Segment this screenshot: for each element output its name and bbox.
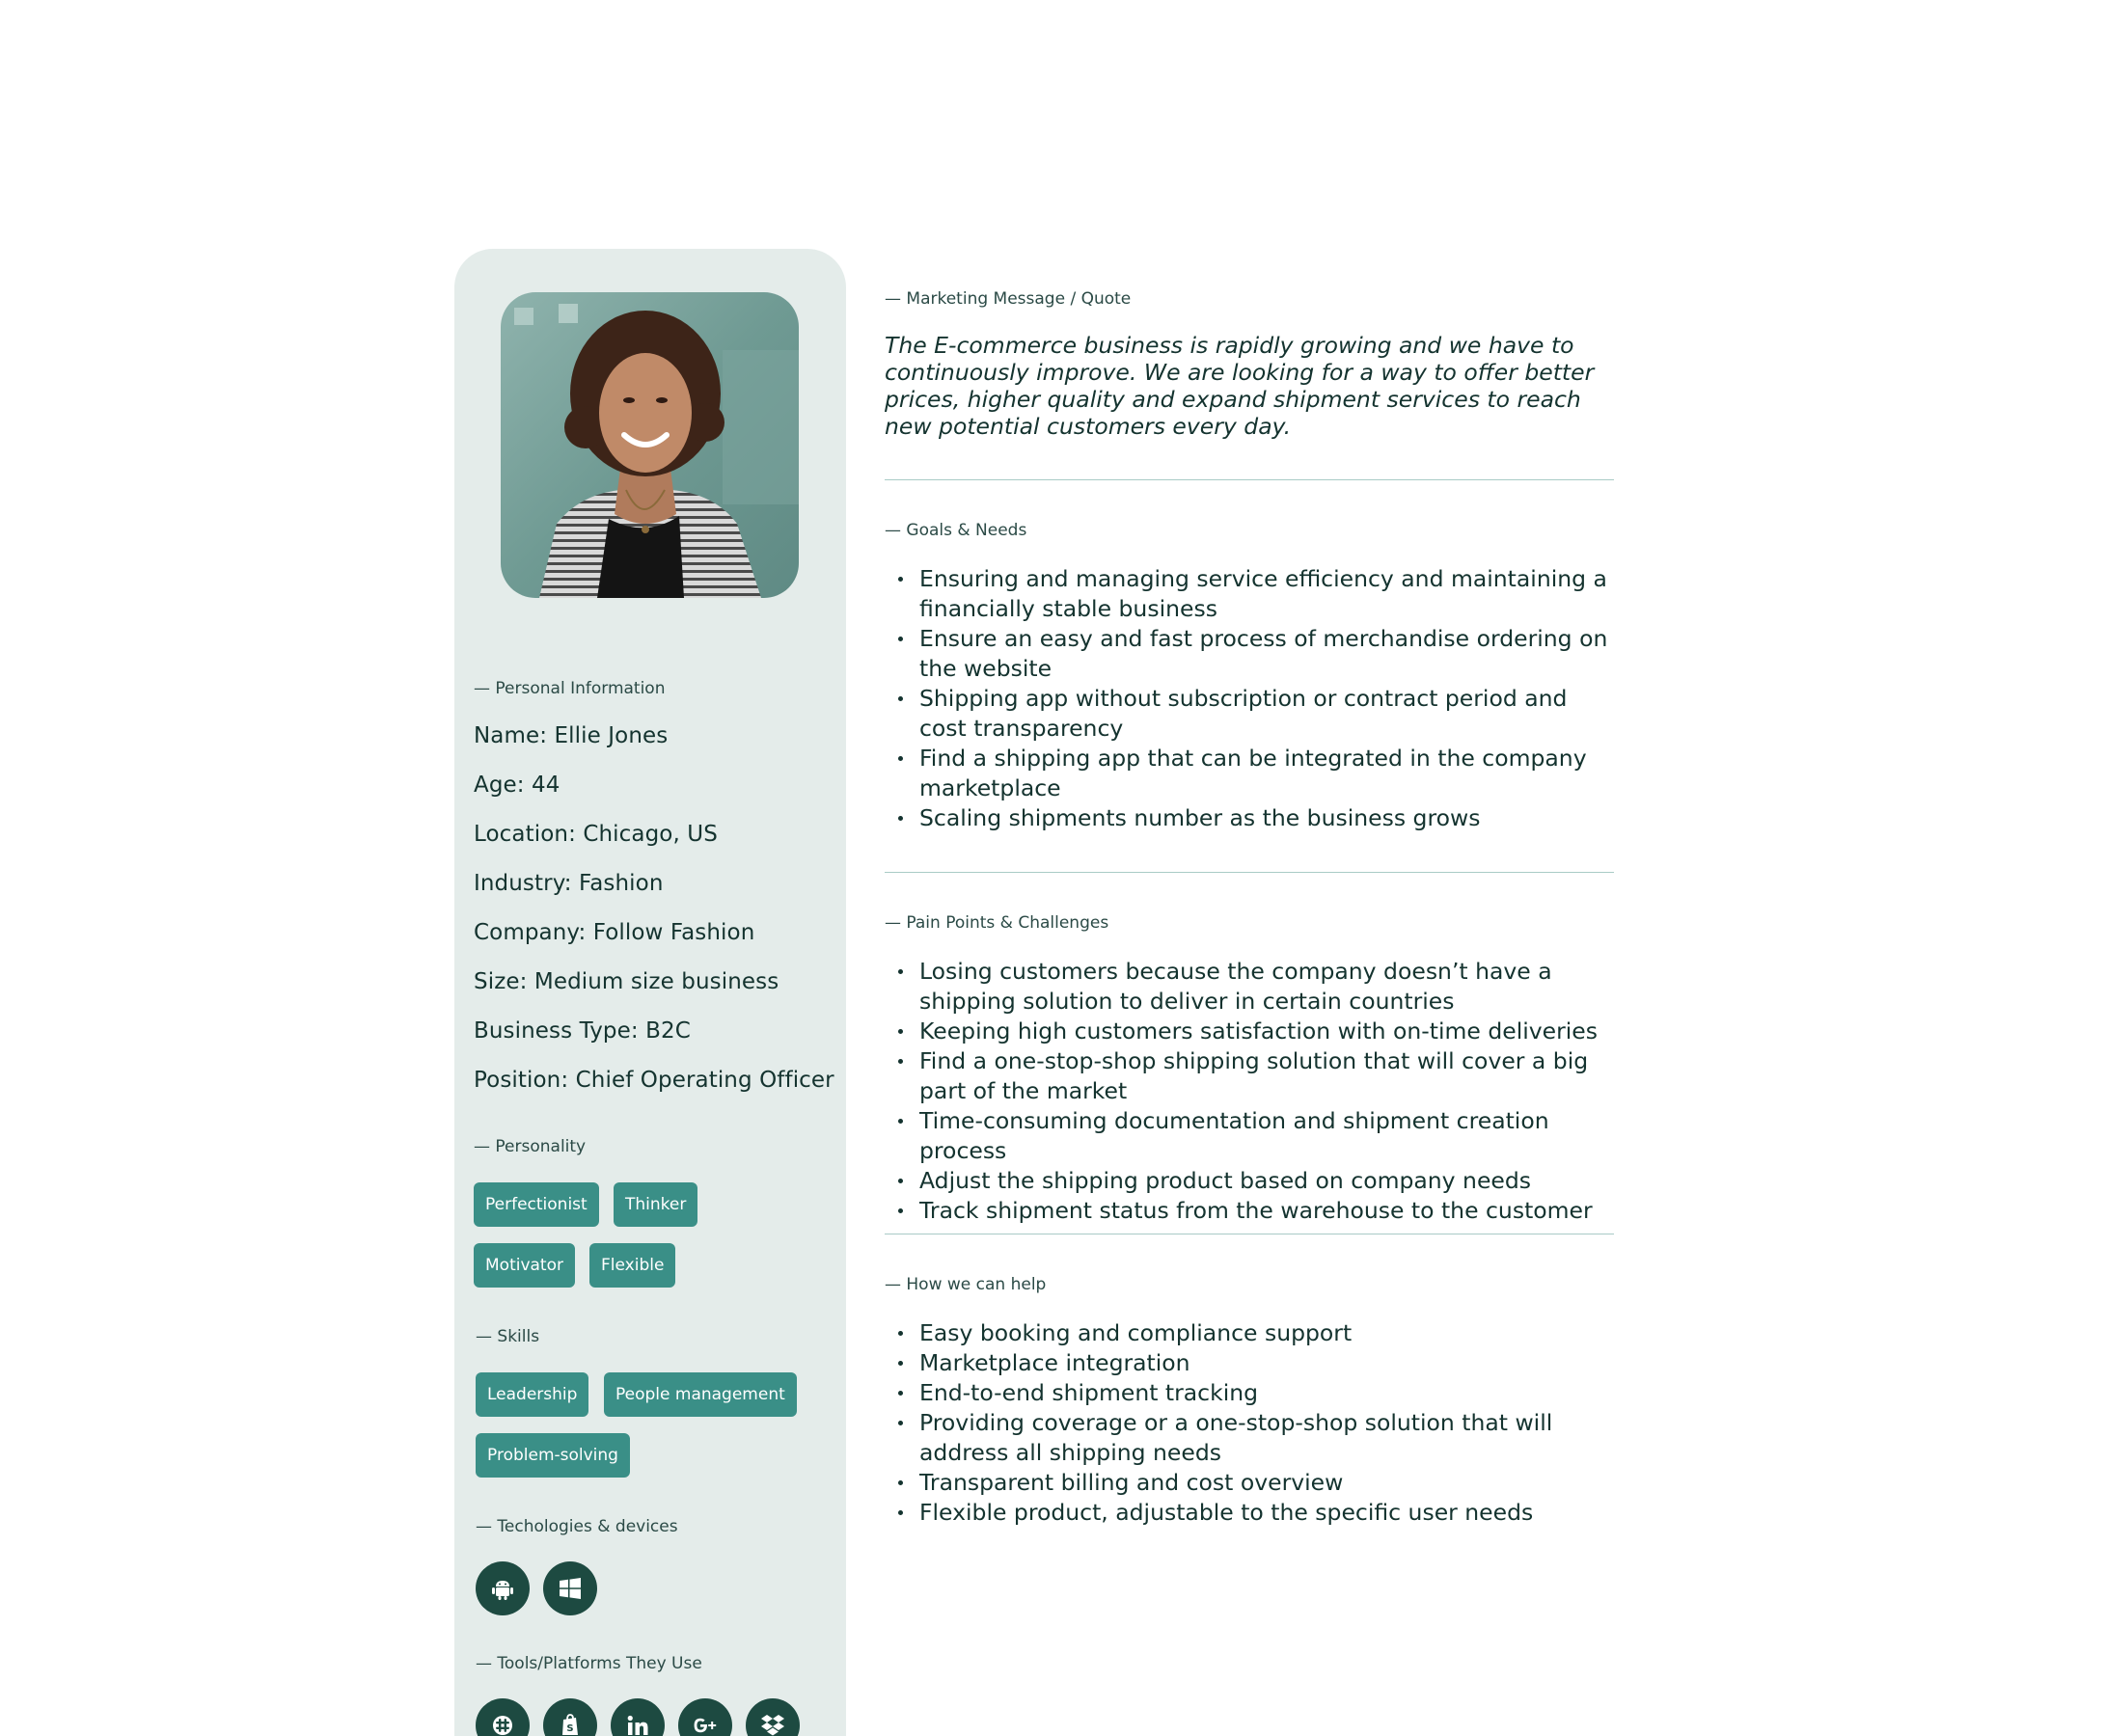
android-icon	[476, 1561, 530, 1615]
personal-info-label: — Personal Information	[474, 679, 666, 698]
list-item: Losing customers because the company doesn’t have a shipping solution to deliver in certain countries	[885, 957, 1618, 1017]
personality-label: — Personality	[474, 1137, 587, 1156]
list-item: Keeping high customers satisfaction with on-time deliveries	[885, 1017, 1618, 1046]
google-plus-icon	[678, 1698, 732, 1736]
windows-icon	[543, 1561, 597, 1615]
info-location: Location: Chicago, US	[474, 822, 718, 847]
list-item: Shipping app without subscription or contract period and cost transparency	[885, 684, 1618, 744]
profile-card	[454, 249, 846, 1736]
list-item: Scaling shipments number as the business grows	[885, 803, 1618, 833]
linkedin-icon	[611, 1698, 665, 1736]
list-item: Providing coverage or a one-stop-shop solution that will address all shipping needs	[885, 1408, 1618, 1468]
info-age: Age: 44	[474, 773, 560, 798]
skill-tag: Leadership	[476, 1372, 588, 1417]
goals-label: — Goals & Needs	[885, 521, 1027, 540]
profile-photo	[501, 292, 799, 598]
list-item: Transparent billing and cost overview	[885, 1468, 1618, 1498]
skills-label: — Skills	[476, 1327, 540, 1346]
list-item: Ensure an easy and fast process of merchandise ordering on the website	[885, 624, 1618, 684]
divider	[885, 872, 1614, 873]
svg-text:S: S	[566, 1723, 574, 1734]
shopify-icon	[543, 1698, 597, 1736]
skill-tag: People management	[604, 1372, 797, 1417]
goals-list	[885, 564, 1618, 833]
info-position: Position: Chief Operating Officer	[474, 1068, 834, 1093]
list-item: Time-consuming documentation and shipment creation process	[885, 1106, 1618, 1166]
how-we-can-help-label: — How we can help	[885, 1275, 1047, 1294]
pain-points-list	[885, 957, 1618, 1226]
info-industry: Industry: Fashion	[474, 871, 664, 896]
info-size: Size: Medium size business	[474, 969, 779, 994]
info-business-type: Business Type: B2C	[474, 1018, 691, 1044]
skill-tag: Problem-solving	[476, 1433, 630, 1478]
divider	[885, 479, 1614, 480]
technologies-label: — Techologies & devices	[476, 1517, 678, 1536]
info-company: Company: Follow Fashion	[474, 920, 755, 945]
list-item: Track shipment status from the warehouse to the customer	[885, 1196, 1618, 1226]
personality-tag: Thinker	[614, 1182, 697, 1227]
list-item: Ensuring and managing service efficiency and maintaining a financially stable business	[885, 564, 1618, 624]
marketing-quote: The E-commerce business is rapidly growing and we have to continuously improve. We are looking for a way to offer better prices, higher quality and expand shipment services to reach new potential customers every day.	[885, 332, 1595, 440]
list-item: Flexible product, adjustable to the specific user needs	[885, 1498, 1618, 1528]
info-name: Name: Ellie Jones	[474, 723, 669, 748]
slack-icon	[476, 1698, 530, 1736]
list-item: Marketplace integration	[885, 1348, 1618, 1378]
quote-label: — Marketing Message / Quote	[885, 289, 1132, 309]
how-we-can-help-list	[885, 1318, 1618, 1528]
tools-label: — Tools/Platforms They Use	[476, 1654, 702, 1673]
list-item: Find a shipping app that can be integrated in the company marketplace	[885, 744, 1618, 803]
pain-points-label: — Pain Points & Challenges	[885, 913, 1109, 933]
personality-tag: Motivator	[474, 1243, 575, 1288]
list-item: Easy booking and compliance support	[885, 1318, 1618, 1348]
personality-tag: Flexible	[589, 1243, 675, 1288]
list-item: End-to-end shipment tracking	[885, 1378, 1618, 1408]
list-item: Adjust the shipping product based on company needs	[885, 1166, 1618, 1196]
list-item: Find a one-stop-shop shipping solution that will cover a big part of the market	[885, 1046, 1618, 1106]
dropbox-icon	[746, 1698, 800, 1736]
personality-tag: Perfectionist	[474, 1182, 599, 1227]
